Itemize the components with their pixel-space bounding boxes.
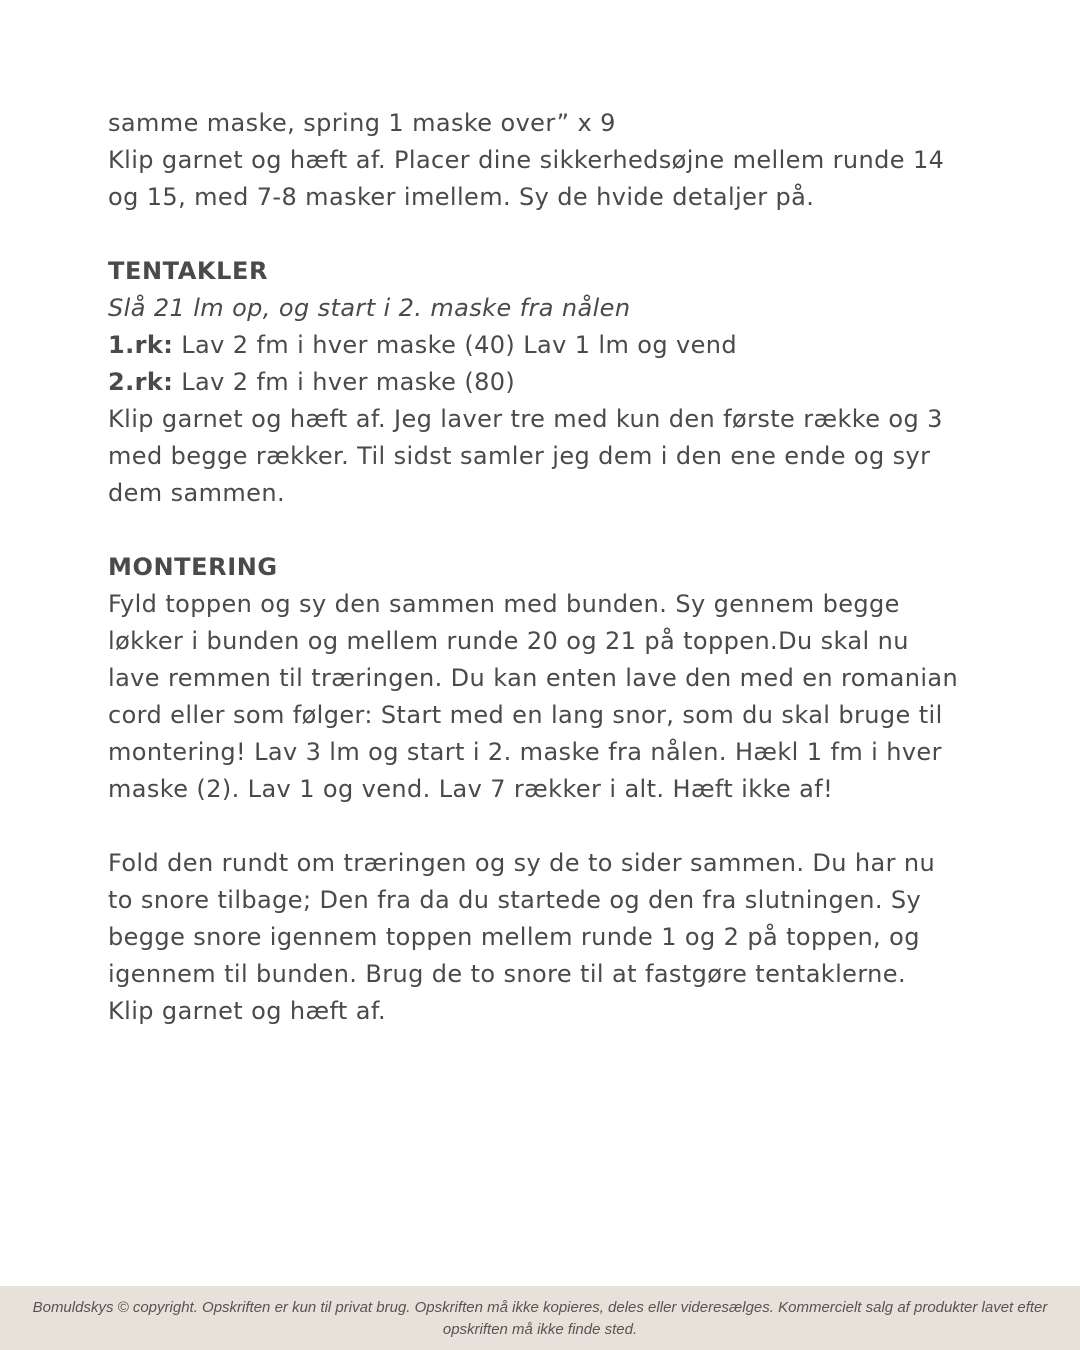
- montering-line: cord eller som følger: Start med en lang snor, som du skal bruge til: [108, 701, 943, 729]
- pattern-content: [108, 105, 988, 1030]
- copyright-text: Bomuldskys © copyright. Opskriften er kun til privat brug. Opskriften må ikke kopieres, deles eller videresælges. Kommercielt salg af produkter lavet efter opskriften må ikke finde sted.: [32, 1299, 1048, 1338]
- tentakler-intro: Slå 21 lm op, og start i 2. maske fra nålen: [108, 294, 631, 322]
- tentakler-line: med begge rækker. Til sidst samler jeg dem i den ene ende og syr: [108, 442, 931, 470]
- montering-line: Klip garnet og hæft af.: [108, 997, 386, 1025]
- row-instruction: [108, 364, 988, 401]
- tentakler-line: Klip garnet og hæft af. Jeg laver tre med kun den første række og 3: [108, 405, 943, 433]
- montering-line: Fold den rundt om træringen og sy de to sider sammen. Du har nu: [108, 849, 936, 877]
- intro-line: Klip garnet og hæft af. Placer dine sikkerhedsøjne mellem runde 14: [108, 146, 945, 174]
- montering-line: montering! Lav 3 lm og start i 2. maske fra nålen. Hækl 1 fm i hver: [108, 738, 942, 766]
- copyright-footer: [0, 1286, 1080, 1350]
- spacer: [108, 216, 988, 253]
- section-heading-tentakler: TENTAKLER: [108, 257, 269, 285]
- intro-line: samme maske, spring 1 maske over” x 9: [108, 109, 616, 137]
- row-instruction: [108, 327, 988, 364]
- row-text: Lav 2 fm i hver maske (40) Lav 1 lm og vend: [173, 331, 738, 359]
- montering-line: Fyld toppen og sy den sammen med bunden. Sy gennem begge: [108, 590, 900, 618]
- montering-line: løkker i bunden og mellem runde 20 og 21 på toppen.Du skal nu: [108, 627, 909, 655]
- section-heading-montering: MONTERING: [108, 553, 278, 581]
- montering-line: begge snore igennem toppen mellem runde 1 og 2 på toppen, og: [108, 923, 920, 951]
- row-text: Lav 2 fm i hver maske (80): [173, 368, 516, 396]
- montering-line: to snore tilbage; Den fra da du startede og den fra slutningen. Sy: [108, 886, 922, 914]
- spacer: [108, 808, 988, 845]
- row-label: 2.rk:: [108, 368, 174, 396]
- row-label: 1.rk:: [108, 331, 174, 359]
- montering-line: igennem til bunden. Brug de to snore til at fastgøre tentaklerne.: [108, 960, 906, 988]
- tentakler-line: dem sammen.: [108, 479, 285, 507]
- montering-line: lave remmen til træringen. Du kan enten lave den med en romanian: [108, 664, 959, 692]
- intro-line: og 15, med 7-8 masker imellem. Sy de hvide detaljer på.: [108, 183, 815, 211]
- montering-line: maske (2). Lav 1 og vend. Lav 7 rækker i alt. Hæft ikke af!: [108, 775, 834, 803]
- spacer: [108, 512, 988, 549]
